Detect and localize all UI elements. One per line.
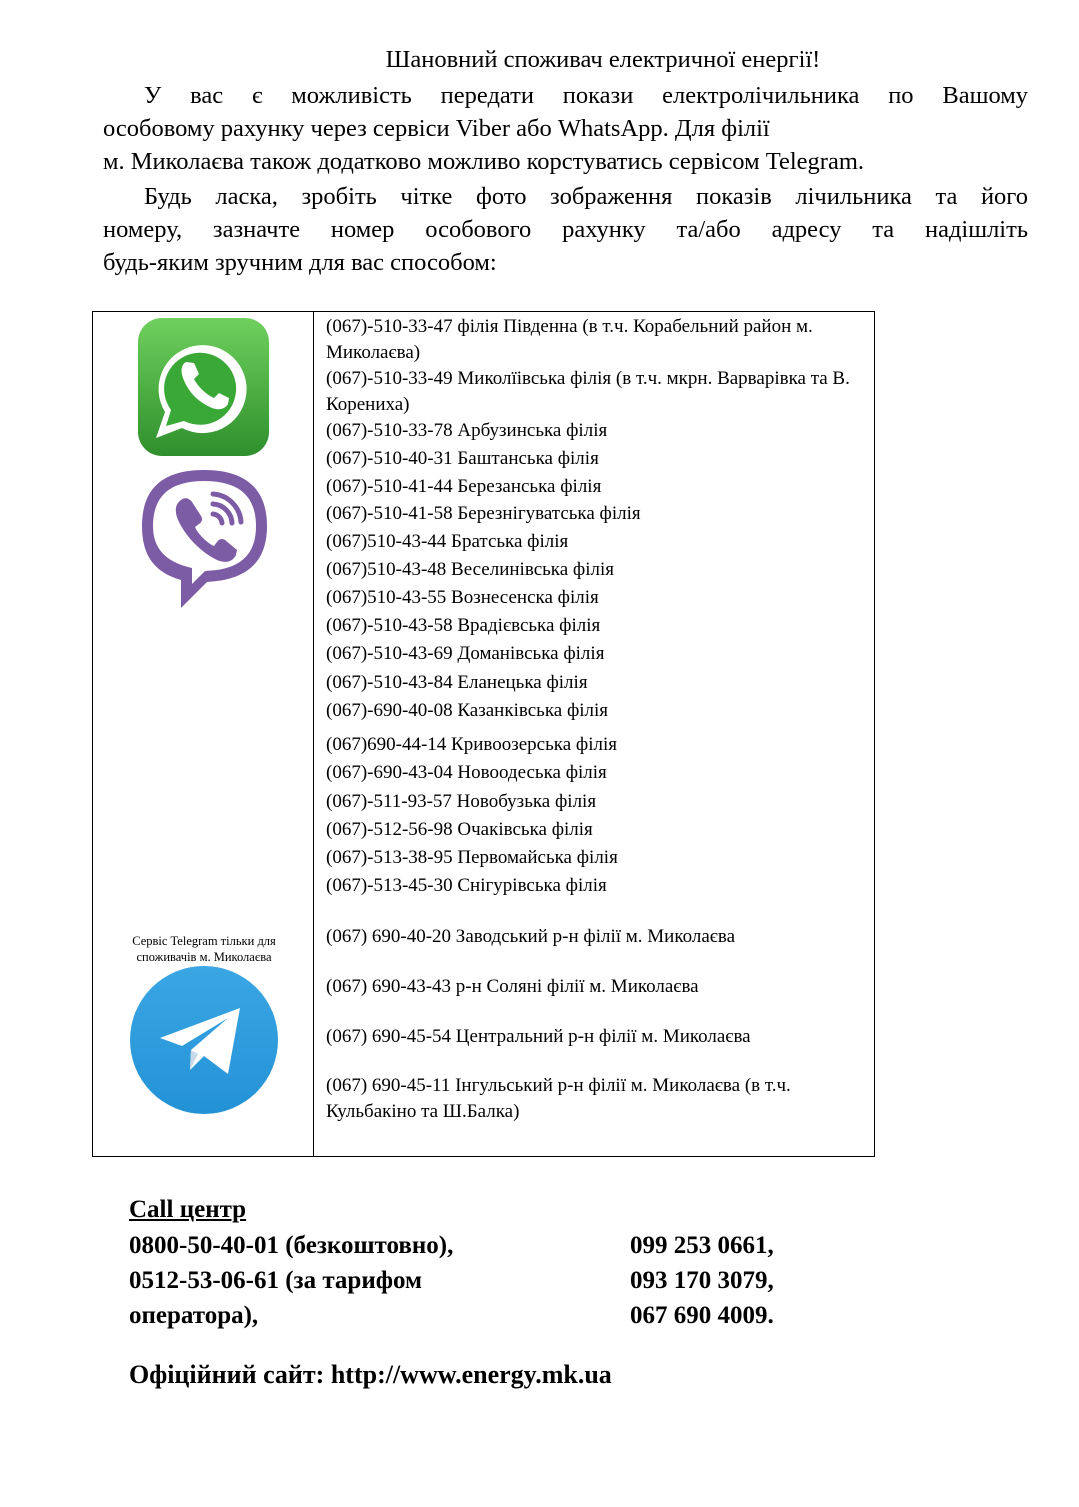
- contact-entry: (067)-510-43-69 Доманівська філія: [326, 643, 605, 664]
- telegram-icon: [130, 966, 278, 1114]
- contact-entry: (067) 690-43-43 р-н Соляні філії м. Миколаєва: [326, 976, 699, 997]
- call-center-line: 0800-50-40-01 (безкоштовно),: [129, 1232, 454, 1259]
- telegram-caption: Сервіс Telegram тільки для споживачів м. Миколаєва: [132, 934, 276, 964]
- call-center-line: 0512-53-06-61 (за тарифом: [129, 1267, 423, 1294]
- intro-paragraph: [103, 79, 1028, 178]
- intro-line: особовому рахунку через сервіси Viber або WhatsApp. Для філії: [103, 115, 770, 142]
- contact-entry: (067)690-44-14 Кривоозерська філія: [326, 734, 617, 755]
- contact-entry: (067)-510-43-58 Врадієвська філія: [326, 615, 601, 636]
- call-center-line: 067 690 4009.: [630, 1302, 774, 1329]
- instructions-paragraph: [103, 180, 1028, 279]
- contact-entry: (067) 690-45-54 Центральний р-н філії м. Миколаєва: [326, 1026, 751, 1047]
- contact-entry: (067)510-43-55 Вознесенска філія: [326, 587, 599, 608]
- official-site: Офіційний сайт: http://www.energy.mk.ua: [129, 1360, 612, 1389]
- intro-line: У вас є можливість передати покази електролічильника по Вашому: [144, 82, 1028, 109]
- contact-entry: (067)510-43-44 Братська філія: [326, 531, 569, 552]
- contact-entry: (067) 690-45-11 Інгульський р-н філії м. Миколаєва (в т.ч. Кульбакіно та Ш.Балка): [326, 1075, 791, 1122]
- contact-entry: (067)-513-45-30 Снігурівська філія: [326, 875, 607, 896]
- contact-entry: (067)-690-40-08 Казанківська філія: [326, 700, 609, 721]
- instructions-line: будь-яким зручним для вас способом:: [103, 249, 497, 276]
- call-center-heading: Call центр: [129, 1196, 247, 1223]
- call-center-line: 093 170 3079,: [630, 1267, 774, 1294]
- contact-entry: (067)-690-43-04 Новоодеська філія: [326, 762, 607, 783]
- contact-entry: (067)-510-33-78 Арбузинська філія: [326, 420, 608, 441]
- greeting-heading: Шановний споживач електричної енергії!: [385, 46, 821, 73]
- instructions-line: номеру, зазначте номер особового рахунку та/або адресу та надішліть: [103, 216, 1028, 243]
- contact-entry: (067)-510-43-84 Еланецька філія: [326, 672, 588, 693]
- call-center-line: 099 253 0661,: [630, 1232, 774, 1259]
- contact-entry: (067)-510-41-58 Березнігуватська філія: [326, 503, 641, 524]
- call-center-line: оператора),: [129, 1302, 259, 1329]
- contact-entry: (067)510-43-48 Веселинівська філія: [326, 559, 615, 580]
- instructions-line: Будь ласка, зробіть чітке фото зображення показів лічильника та його: [144, 183, 1028, 210]
- intro-line: м. Миколаєва також додатково можливо корстуватись сервісом Telegram.: [103, 148, 864, 175]
- contact-entry: (067)-510-33-47 філія Південна (в т.ч. Корабельний район м. Миколаєва): [326, 316, 813, 363]
- viber-icon: [137, 464, 272, 614]
- call-center-landlines: [129, 1228, 589, 1333]
- table-divider: [313, 311, 314, 1157]
- contact-entry: (067)-510-33-49 Миколїівська філія (в т.ч. мкрн. Варварівка та В. Корениха): [326, 368, 850, 415]
- contact-entry: (067)-511-93-57 Новобузька філія: [326, 791, 597, 812]
- call-center-mobiles: [630, 1228, 930, 1333]
- whatsapp-icon: [138, 318, 269, 456]
- contact-entry: (067) 690-40-20 Заводський р-н філії м. Миколаєва: [326, 926, 736, 947]
- contact-entry: (067)-512-56-98 Очаківська філія: [326, 819, 593, 840]
- contact-entry: (067)-510-40-31 Баштанська філія: [326, 448, 599, 469]
- contact-entry: (067)-510-41-44 Березанська філія: [326, 476, 602, 497]
- call-center-title: [129, 1192, 246, 1227]
- contact-entry: (067)-513-38-95 Первомайська філія: [326, 847, 618, 868]
